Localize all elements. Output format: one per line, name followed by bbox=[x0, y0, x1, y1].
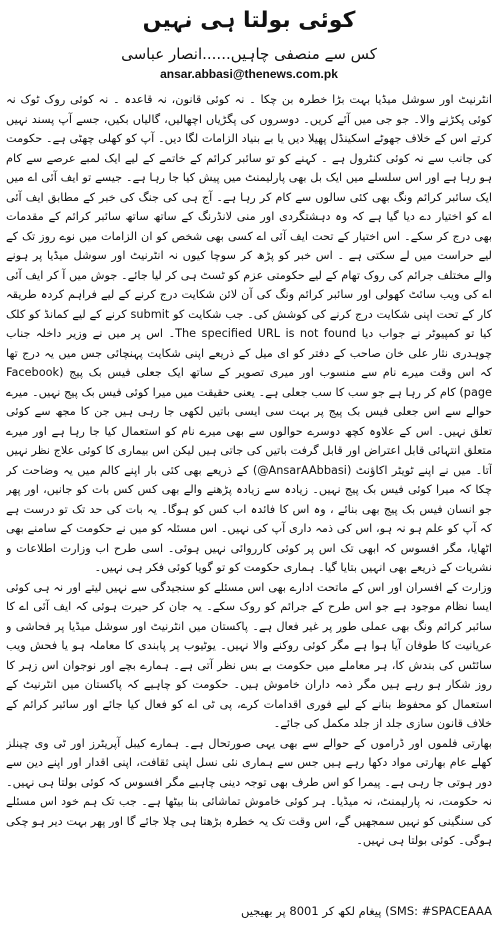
sms-footer: SMS: #SPACEAAA) پیغام لکھ کر 8001 پر بھیجیں bbox=[240, 904, 492, 918]
author-email: ansar.abbasi@thenews.com.pk bbox=[160, 67, 338, 81]
paragraph: وزارت کے افسران اور اس کے ماتحت ادارے بھی اس مسئلے کو سنجیدگی سے نہیں لیتے اور نہ ہی کوئی ایسا نظام موجود ہے جو اس طرح کے جرائم کو روک سکے۔ یہ جان کر حیرت ہوئی کہ ایف آئی اے کا سائبر کرائم ونگ بھی عملی طور پر غیر فعال ہے۔ پاکستان میں انٹرنیٹ اور سوشل میڈیا پر فحاشی و عریانیت کا طوفان آیا ہوا ہے مگر کوئی روکنے والا نہیں۔ یوٹیوب پر پابندی کا معاملہ ہو یا فحش ویب سائٹس کی بندش کا، ہر معاملے میں حکومت بے بس نظر آتی ہے۔ ہمارے بچے اور نوجوان اس زہر کا روز شکار ہو رہے ہیں مگر ذمہ داران خاموش ہیں۔ حکومت کو چاہیے کہ پاکستان میں انٹرنیٹ کے استعمال کو محفوظ بنانے کے لیے فوری اقدامات کرے، پی ٹی اے کو فعال کیا جائے اور سائبر کرائم کے خلاف قانون سازی جلد از جلد مکمل کی جائے۔ bbox=[6, 580, 492, 730]
paragraph: انٹرنیٹ اور سوشل میڈیا بہت بڑا خطرہ بن چکا ۔ نہ کوئی قانون، نہ قاعدہ ۔ نہ کوئی روک ٹوک نہ کوئی پکڑنے والا۔ جو جی میں آئے کریں۔ دوسروں کی پگڑیاں اچھالیں، گالیاں بکیں، جسے آپ پسند نہیں کرتے اس کے خلاف جھوٹے اسکینڈل پھیلا دیں یا بے بنیاد الزامات لگا دیں۔ آپ کو کھلی چھٹی ہے۔ حکومت کی جانب سے نہ کوئی کنٹرول ہے ۔ کہنے کو تو سائبر کرائم کے خاتمے کے لیے ایک لمبے عرصے سے کام ہو رہا ہے اور اس سلسلے میں ایک بل بھی پارلیمنٹ میں پیش کیا جا رہا ہے۔ جیسے تو ایف آئی اے میں ایک سائبر کرائم ونگ بھی کئی سالوں سے کام کر رہا ہے۔ آج ہی کی جنگ کی خبر کے مطابق ایف آئی اے کو اختیار دے دیا گیا ہے کہ وہ دہشتگردی اور منی لانڈرنگ کے ساتھ ساتھ سائبر کرائم کے مقدمات بھی درج کر سکے۔ اس اختیار کے تحت ایف آئی اے کسی بھی شخص کو ان الزامات میں نوے روز تک کے لیے حراست میں لے سکتی ہے ۔ اس خبر کو پڑھ کر سوچا کیوں نہ انٹرنیٹ اور سوشل میڈیا پر ہونے والے مختلف جرائم کی روک تھام کے لیے حکومتی عزم کو ٹسٹ ہی کر لیا جائے۔ جوش میں آ کر ایف آئی اے کی ویب سائٹ کھولی اور سائبر کرائم ونگ کی آن لائن شکایت درج کرنے کے لیے فراہم کردہ طریقہ کار کے تحت اپنی شکایت درج کرنے کی کوشش کی۔ جب شکایت کو submit کرنے کے لیے کمانڈ کو کلک کیا تو کمپیوٹر نے جواب دیا The specified URL is not found۔ اس پر میں نے وزیر داخلہ جناب چوہدری نثار علی خان صاحب کے دفتر کو ای میل کے ذریعے اپنی شکایت پہنچائی جس میں یہ درج تھا کہ اس وقت میرے نام سے منسوب اور میری تصویر کے ساتھ ایک جعلی فیس بک پیج (Facebook page) کام کر رہا ہے جو سب کا سب جعلی ہے۔ یعنی حقیقت میں میرا کوئی فیس بک پیج نہیں۔ میرے حوالے سے اس جعلی فیس بک پیج پر بہت سی ایسی باتیں لکھی جا رہی ہیں جن کا مجھ سے کوئی تعلق نہیں۔ اس کے علاوہ کچھ دوسرے حوالوں سے بھی میرے نام کو استعمال کیا جا رہا ہے اور میرے متعلق انتہائی قابل اعتراض اور قابل گرفت باتیں کی جاتی ہیں لیکن اس بیماری کا کوئی علاج نظر نہیں آتا۔ میں نے اپنے ٹویٹر اکاؤنٹ (AnsarAAbbasi@) کے ذریعے بھی کئی بار اپنے کالم میں یہ وضاحت کر چکا کہ میرا کوئی فیس بک پیج نہیں۔ زیادہ سے زیادہ پڑھنے والے بھی کس کس بات کو جانیں، اور پھر جو انسان فیس بک پیج بھی بنائے ، وہ اس کا فائدہ اب کس کو ہوگا۔ یہ بات کی حد تک تو درست ہے کہ آپ کو علم ہو نہ ہو، اس کی ذمہ داری آپ کی نہیں۔ اس مسئلہ کو میں نے حکومت کے سامنے بھی اٹھایا، مگر افسوس کہ ابھی تک اس پر کوئی کارروائی نہیں ہوئی۔ اسی طرح اب وزارت اطلاعات و نشریات کے ذریعے بھی انہیں بتایا گیا۔ ہماری حکومت کو تو گویا کوئی فکر ہی نہیں۔ bbox=[6, 93, 492, 574]
column-title: کوئی بولتا ہی نہیں bbox=[142, 8, 356, 33]
paragraph: بھارتی فلموں اور ڈراموں کے حوالے سے بھی یہی صورتحال ہے۔ ہمارے کیبل آپریٹرز اور ٹی وی چینلز کھلے عام بھارتی مواد دکھا رہے ہیں جس سے ہماری نئی نسل اپنی ثقافت، اپنی اقدار اور اپنے دین سے دور ہوتی جا رہی ہے۔ پیمرا کو اس طرف بھی توجہ دینی چاہیے مگر افسوس کہ کوئی بولتا ہی نہیں۔ نہ حکومت، نہ پارلیمنٹ، نہ میڈیا۔ ہر کوئی خاموش تماشائی بنا بیٹھا ہے۔ جب تک ہم خود اس مسئلے کی سنگینی کو نہیں سمجھیں گے، اس وقت تک یہ خطرہ بڑھتا ہی چلا جائے گا اور پھر بہت دیر ہو چکی ہوگی۔ کوئی بولتا ہی نہیں۔ bbox=[6, 736, 492, 847]
column-body bbox=[6, 90, 492, 900]
column-byline: کس سے منصفی چاہیں......انصار عباسی bbox=[121, 45, 377, 63]
